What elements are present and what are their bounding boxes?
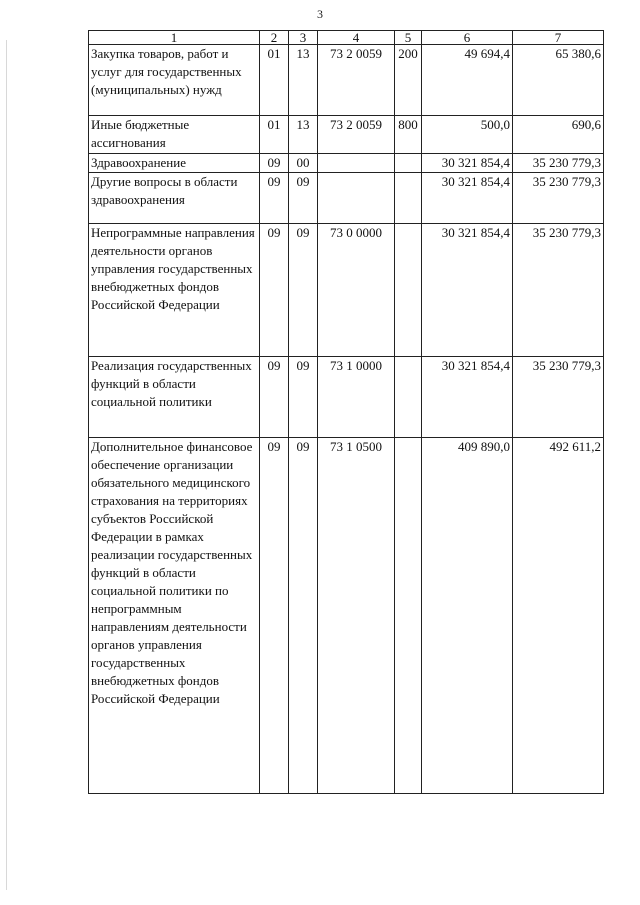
column-header: 3: [289, 31, 318, 45]
section-code: 09: [260, 438, 289, 794]
subsection-code: 00: [289, 154, 318, 173]
subsection-code: 09: [289, 173, 318, 224]
section-code: 01: [260, 116, 289, 154]
section-code: 01: [260, 45, 289, 116]
page-edge-line: [6, 40, 7, 890]
expense-type-code: 800: [395, 116, 422, 154]
target-article-code: 73 2 0059: [318, 116, 395, 154]
table-row: [89, 45, 604, 116]
amount-col6: 49 694,4: [422, 45, 513, 116]
expense-type-code: [395, 154, 422, 173]
row-name: Непрограммные направления деятельности органов управления государственных внебюджетных фондов Российской Федерации: [89, 224, 260, 357]
column-header: 5: [395, 31, 422, 45]
target-article-code: [318, 173, 395, 224]
amount-col7: 35 230 779,3: [513, 173, 604, 224]
amount-col6: 500,0: [422, 116, 513, 154]
table-row: [89, 154, 604, 173]
column-header: 2: [260, 31, 289, 45]
subsection-code: 13: [289, 116, 318, 154]
subsection-code: 09: [289, 438, 318, 794]
budget-table: [88, 30, 604, 794]
section-code: 09: [260, 224, 289, 357]
expense-type-code: [395, 438, 422, 794]
amount-col7: 35 230 779,3: [513, 357, 604, 438]
amount-col6: 30 321 854,4: [422, 224, 513, 357]
section-code: 09: [260, 154, 289, 173]
section-code: 09: [260, 173, 289, 224]
expense-type-code: [395, 224, 422, 357]
amount-col6: 409 890,0: [422, 438, 513, 794]
column-header: 4: [318, 31, 395, 45]
row-name: Другие вопросы в области здравоохранения: [89, 173, 260, 224]
amount-col6: 30 321 854,4: [422, 173, 513, 224]
amount-col7: 690,6: [513, 116, 604, 154]
row-name: Закупка товаров, работ и услуг для государственных (муниципальных) нужд: [89, 45, 260, 116]
table-row: [89, 173, 604, 224]
table-row: [89, 438, 604, 794]
amount-col7: 35 230 779,3: [513, 224, 604, 357]
amount-col7: 65 380,6: [513, 45, 604, 116]
column-header: 7: [513, 31, 604, 45]
target-article-code: 73 1 0500: [318, 438, 395, 794]
table-row: [89, 357, 604, 438]
row-name: Здравоохранение: [89, 154, 260, 173]
amount-col7: 492 611,2: [513, 438, 604, 794]
expense-type-code: [395, 357, 422, 438]
section-code: 09: [260, 357, 289, 438]
row-name: Иные бюджетные ассигнования: [89, 116, 260, 154]
row-name: Дополнительное финансовое обеспечение организации обязательного медицинского страхования на территориях субъектов Российской Федерации в рамках реализации государственных функций в области социальной политики по непрограммным направлениям деятельности органов управления государственных внебюджетных фондов Российской Федерации: [89, 438, 260, 794]
subsection-code: 13: [289, 45, 318, 116]
amount-col6: 30 321 854,4: [422, 357, 513, 438]
table-row: [89, 116, 604, 154]
expense-type-code: 200: [395, 45, 422, 116]
target-article-code: [318, 154, 395, 173]
target-article-code: 73 2 0059: [318, 45, 395, 116]
subsection-code: 09: [289, 224, 318, 357]
page-number: 3: [317, 7, 323, 21]
table-row: [89, 224, 604, 357]
table-header-row: [89, 31, 604, 45]
column-header: 1: [89, 31, 260, 45]
subsection-code: 09: [289, 357, 318, 438]
expense-type-code: [395, 173, 422, 224]
column-header: 6: [422, 31, 513, 45]
target-article-code: 73 1 0000: [318, 357, 395, 438]
target-article-code: 73 0 0000: [318, 224, 395, 357]
amount-col6: 30 321 854,4: [422, 154, 513, 173]
row-name: Реализация государственных функций в области социальной политики: [89, 357, 260, 438]
amount-col7: 35 230 779,3: [513, 154, 604, 173]
